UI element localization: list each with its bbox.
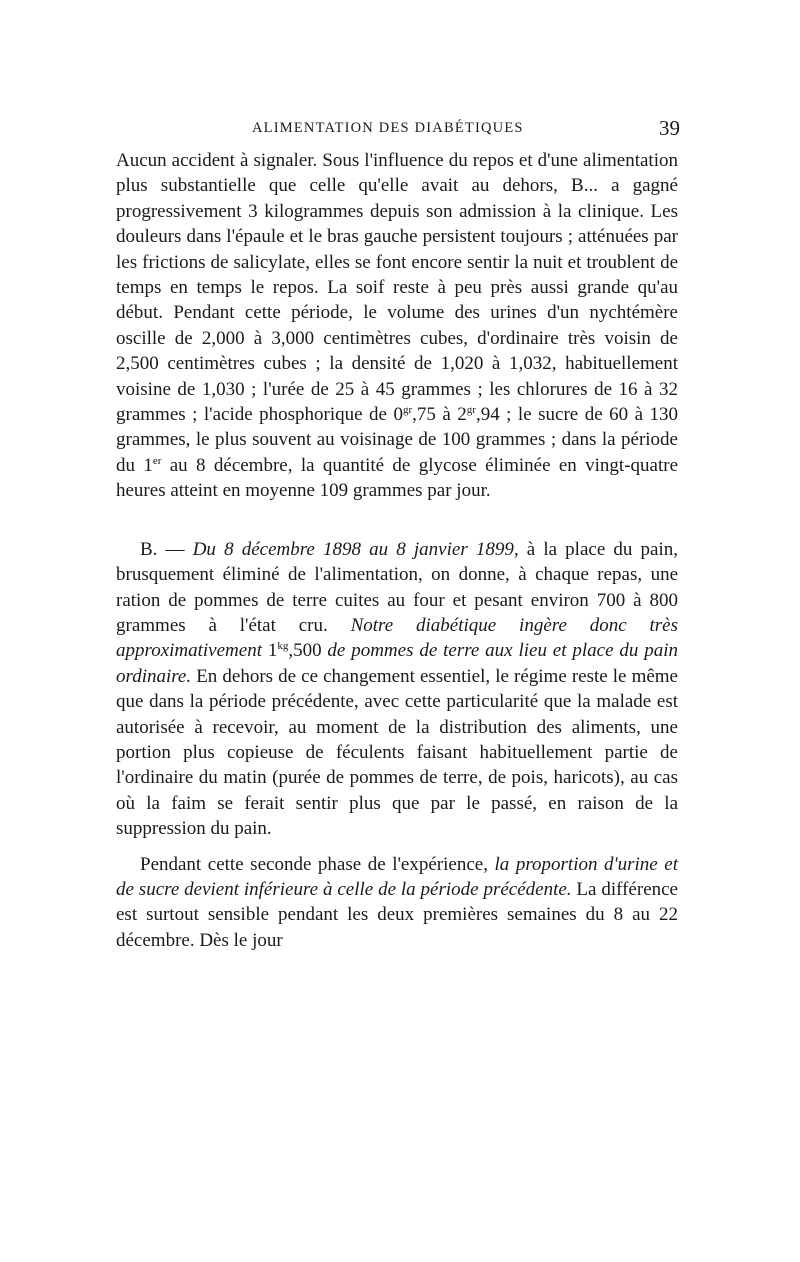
phosphoric-low-dec: ,75 à [412,404,458,426]
paragraph-1 [116,148,678,504]
paragraph-3-italic: la proportion d'urine et de sucre devient inférieure à celle de la période précédente. [116,853,678,900]
phosphoric-high-dec: ,94 ; le sucre de 60 à 130 grammes, le plus souvent au voisinage de 100 grammes ; dans la période du [116,404,678,476]
first-sup: er [152,454,162,467]
paragraph-2-text-1: à la place du pain, brusquement éliminé de l'alimentation, on donne, à chaque repas, une ration de pommes de terre cuites au four et pesant environ 700 à 800 grammes à l'état cru. [116,538,678,636]
section-label: B. — [140,538,193,560]
paragraph-3 [116,852,678,954]
book-page [116,112,678,953]
page-header [116,112,678,148]
kg-dec: ,500 [288,640,322,662]
phosphoric-low-int: 0 [393,404,403,426]
phosphoric-high-int: 2 [457,404,467,426]
paragraph-2 [116,537,678,842]
paragraph-2-text-2: En dehors de ce changement essentiel, le régime reste le même que dans la période précédente, avec cette particularité que la malade est autorisée à recevoir, au moment de la distribution des aliments, une portion plus copieuse de féculents faisant habituellement partie de l'ordinaire du matin (purée de pommes de terre, de pois, haricots), au cas où la faim se ferait sentir plus que par le passé, en raison de la suppression du pain. [116,665,678,840]
phosphoric-low-unit: gr [402,404,413,417]
phosphoric-high-unit: gr [466,404,476,417]
running-head: ALIMENTATION DES DIABÉTIQUES [252,120,524,136]
paragraph-2-italic-1: Notre diabétique ingère donc très approximativement [116,614,679,662]
paragraph-3-text-1: Pendant cette seconde phase de l'expérience, [140,853,495,875]
first-num: 1 [143,454,153,476]
paragraph-3-text-2: La différence est surtout sensible pendant les deux premières semaines du 8 au 22 décembre. Dès le jour [116,878,678,951]
paragraph-1-text: Aucun accident à signaler. Sous l'influence du repos et d'une alimentation plus substantielle que celle qu'elle avait au dehors, B... a gagné progressivement 3 kilogrammes depuis son admission à la clinique. Les douleurs dans l'épaule et le bras gauche persistent toujours ; atténuées par les frictions de salicylate, elles se font encore sentir la nuit et troublent de temps en temps le repos. La soif reste à peu près aussi grande qu'au début. Pendant cette période, le volume des urines d'un nychtémère oscille de 2,000 à 3,000 centimètres cubes, d'ordinaire très voisin de 2,500 centimètres cubes ; la densité de 1,020 à 1,032, habituellement voisine de 1,030 ; l'urée de 25 à 45 grammes ; les chlorures de 16 à 32 grammes ; l'acide phosphorique de [116,150,678,426]
paragraph-2-italic-2: de pommes de terre aux lieu et place du pain ordinaire. [116,640,678,687]
kg-int: 1 [267,640,278,662]
section-dates: Du 8 décembre 1898 au 8 janvier 1899, [192,538,519,560]
paragraph-1-tail: au 8 décembre, la quantité de glycose éliminée en vingt-quatre heures atteint en moyenne 109 grammes par jour. [116,454,678,502]
kg-unit: kg [277,640,289,653]
page-number: 39 [659,116,680,140]
